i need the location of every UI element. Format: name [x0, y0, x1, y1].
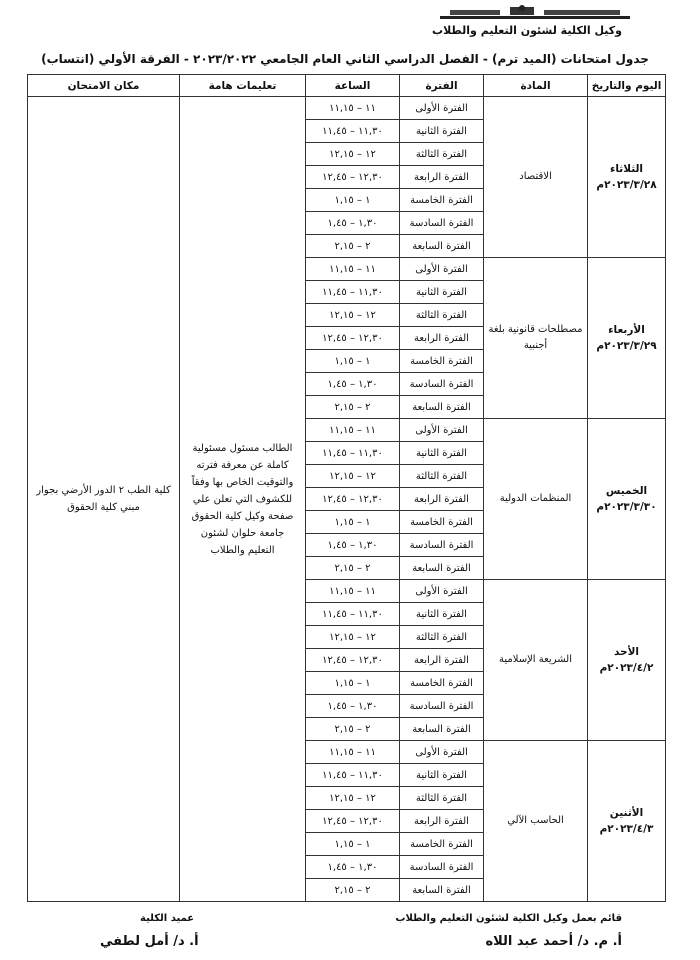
column-header-period: الفترة	[400, 75, 484, 97]
time-cell: ١٢ – ١٢,١٥	[306, 787, 400, 810]
column-header-place: مكان الامتحان	[28, 75, 180, 97]
time-cell: ١٢ – ١٢,١٥	[306, 304, 400, 327]
period-cell: الفترة السابعة	[400, 718, 484, 741]
dean-title: عميد الكلية	[140, 913, 195, 924]
period-cell: الفترة الأولى	[400, 419, 484, 442]
schedule-body	[28, 97, 666, 902]
time-cell: ٢ – ٢,١٥	[306, 396, 400, 419]
exam-date: ٢٠٢٣/٤/٢م	[599, 662, 654, 674]
period-cell: الفترة الخامسة	[400, 833, 484, 856]
time-cell: ١١ – ١١,١٥	[306, 580, 400, 603]
time-cell: ١ – ١,١٥	[306, 350, 400, 373]
time-cell: ١ – ١,١٥	[306, 511, 400, 534]
university-logo	[440, 4, 630, 22]
day-name: الأحد	[613, 646, 640, 658]
period-cell: الفترة الخامسة	[400, 511, 484, 534]
column-header-notes: تعليمات هامة	[180, 75, 306, 97]
time-cell: ٢ – ٢,١٥	[306, 879, 400, 902]
period-cell: الفترة الثالثة	[400, 143, 484, 166]
time-cell: ١١ – ١١,١٥	[306, 741, 400, 764]
period-cell: الفترة السادسة	[400, 373, 484, 396]
period-cell: الفترة الثانية	[400, 120, 484, 143]
period-cell: الفترة الخامسة	[400, 189, 484, 212]
period-cell: الفترة الخامسة	[400, 350, 484, 373]
exam-place-cell: كلية الطب ٢ الدور الأرضي بجوار مبني كلية الحقوق	[28, 97, 180, 902]
time-cell: ٢ – ٢,١٥	[306, 557, 400, 580]
period-cell: الفترة السابعة	[400, 235, 484, 258]
time-cell: ٢ – ٢,١٥	[306, 235, 400, 258]
exam-date: ٢٠٢٣/٣/٢٨م	[596, 179, 657, 191]
period-cell: الفترة السادسة	[400, 856, 484, 879]
time-cell: ١١,٣٠ – ١١,٤٥	[306, 281, 400, 304]
time-cell: ١,٣٠ – ١,٤٥	[306, 695, 400, 718]
day-name: الخميس	[605, 485, 648, 497]
period-cell: الفترة الثالثة	[400, 787, 484, 810]
period-cell: الفترة الثانية	[400, 764, 484, 787]
period-cell: الفترة الأولى	[400, 741, 484, 764]
period-cell: الفترة الأولى	[400, 97, 484, 120]
time-cell: ١,٣٠ – ١,٤٥	[306, 212, 400, 235]
vice-dean-title: قائم بعمل وكيل الكلية لشئون التعليم والطلاب	[395, 913, 622, 924]
time-cell: ١١ – ١١,١٥	[306, 419, 400, 442]
subject-cell: الشريعة الإسلامية	[484, 580, 588, 741]
time-cell: ١٢,٣٠ – ١٢,٤٥	[306, 166, 400, 189]
exam-date: ٢٠٢٣/٣/٣٠م	[596, 501, 657, 513]
period-cell: الفترة السادسة	[400, 695, 484, 718]
day-date-cell	[588, 258, 666, 419]
period-cell: الفترة السادسة	[400, 212, 484, 235]
table-row	[28, 97, 666, 120]
day-date-cell	[588, 580, 666, 741]
time-cell: ١٢,٣٠ – ١٢,٤٥	[306, 488, 400, 511]
office-heading: وكيل الكلية لشئون التعليم والطلاب	[432, 24, 622, 37]
subject-cell: مصطلحات قانونية بلغة أجنبية	[484, 258, 588, 419]
time-cell: ١١,٣٠ – ١١,٤٥	[306, 603, 400, 626]
subject-cell: المنظمات الدولية	[484, 419, 588, 580]
period-cell: الفترة السابعة	[400, 396, 484, 419]
time-cell: ١١ – ١١,١٥	[306, 258, 400, 281]
exam-date: ٢٠٢٣/٤/٣م	[599, 823, 654, 835]
time-cell: ١ – ١,١٥	[306, 672, 400, 695]
period-cell: الفترة الثالثة	[400, 304, 484, 327]
time-cell: ١,٣٠ – ١,٤٥	[306, 373, 400, 396]
period-cell: الفترة الثالثة	[400, 626, 484, 649]
time-cell: ١٢,٣٠ – ١٢,٤٥	[306, 649, 400, 672]
day-date-cell	[588, 741, 666, 902]
period-cell: الفترة الرابعة	[400, 488, 484, 511]
day-name: الأثنين	[609, 807, 644, 819]
period-cell: الفترة الرابعة	[400, 810, 484, 833]
day-date-cell	[588, 97, 666, 258]
column-header-time: الساعة	[306, 75, 400, 97]
period-cell: الفترة الرابعة	[400, 166, 484, 189]
time-cell: ١١ – ١١,١٥	[306, 97, 400, 120]
period-cell: الفترة الثانية	[400, 442, 484, 465]
column-header-day-date: اليوم والتاريخ	[588, 75, 666, 97]
period-cell: الفترة الرابعة	[400, 649, 484, 672]
period-cell: الفترة الأولى	[400, 258, 484, 281]
important-notes-cell: الطالب مسئول مسئولية كاملة عن معرفة فترته والتوقيت الخاص بها وفقاً للكشوف التي تعلن علي صفحة وكيل كلية الحقوق جامعة حلوان لشئون التعليم والطلاب	[180, 97, 306, 902]
time-cell: ١٢ – ١٢,١٥	[306, 465, 400, 488]
time-cell: ١ – ١,١٥	[306, 833, 400, 856]
time-cell: ١,٣٠ – ١,٤٥	[306, 856, 400, 879]
day-date-cell	[588, 419, 666, 580]
subject-cell: الاقتصاد	[484, 97, 588, 258]
time-cell: ١١,٣٠ – ١١,٤٥	[306, 120, 400, 143]
time-cell: ١٢,٣٠ – ١٢,٤٥	[306, 810, 400, 833]
time-cell: ١٢ – ١٢,١٥	[306, 143, 400, 166]
day-name: الأربعاء	[608, 324, 645, 336]
period-cell: الفترة السابعة	[400, 557, 484, 580]
day-name: الثلاثاء	[609, 163, 644, 175]
time-cell: ١ – ١,١٥	[306, 189, 400, 212]
time-cell: ١١,٣٠ – ١١,٤٥	[306, 442, 400, 465]
period-cell: الفترة الثانية	[400, 603, 484, 626]
period-cell: الفترة الثانية	[400, 281, 484, 304]
exam-schedule-table	[27, 74, 666, 902]
vice-dean-name: أ. م. د/ أحمد عبد اللاه	[485, 934, 622, 949]
dean-name: أ. د/ أمل لطفي	[100, 934, 199, 949]
period-cell: الفترة السابعة	[400, 879, 484, 902]
period-cell: الفترة السادسة	[400, 534, 484, 557]
subject-cell: الحاسب الآلي	[484, 741, 588, 902]
period-cell: الفترة الخامسة	[400, 672, 484, 695]
time-cell: ٢ – ٢,١٥	[306, 718, 400, 741]
time-cell: ١٢ – ١٢,١٥	[306, 626, 400, 649]
time-cell: ١٢,٣٠ – ١٢,٤٥	[306, 327, 400, 350]
period-cell: الفترة الرابعة	[400, 327, 484, 350]
period-cell: الفترة الأولى	[400, 580, 484, 603]
time-cell: ١,٣٠ – ١,٤٥	[306, 534, 400, 557]
period-cell: الفترة الثالثة	[400, 465, 484, 488]
schedule-title: جدول امتحانات (الميد ترم) - الفصل الدراسي الثاني العام الجامعي ٢٠٢٣/٢٠٢٢ - الفرقة الأولي (انتساب)	[41, 52, 649, 66]
header-row	[28, 75, 666, 97]
exam-date: ٢٠٢٣/٣/٢٩م	[596, 340, 657, 352]
column-header-subject: المادة	[484, 75, 588, 97]
time-cell: ١١,٣٠ – ١١,٤٥	[306, 764, 400, 787]
